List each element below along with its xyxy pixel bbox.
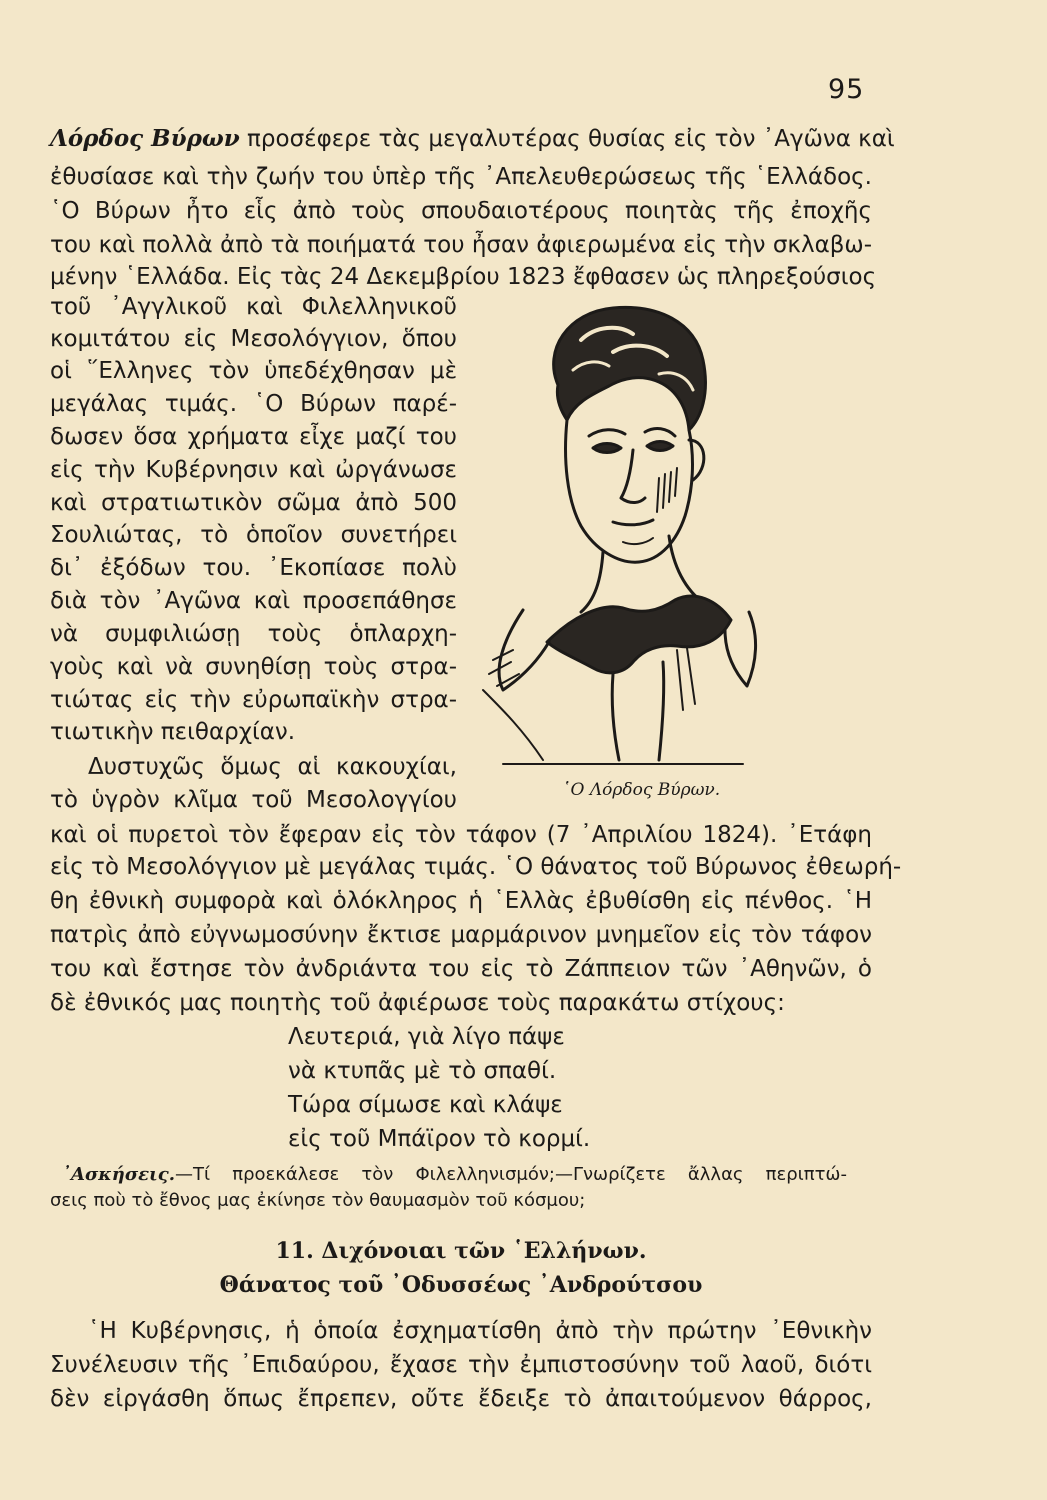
para2-col-line: οἱ ῞Ελληνες τὸν ὑπεδέχθησαν μὲ [50, 358, 457, 384]
section-subtitle: Θάνατος τοῦ ᾿Οδυσσέως ᾿Ανδρούτσου [219, 1272, 703, 1298]
para2-col-line: τιώτας εἰς τὴν εὐρωπαϊκὴν στρα- [50, 687, 457, 713]
para2-col-line: εἰς τὴν Κυβέρνησιν καὶ ὠργάνωσε [50, 457, 457, 483]
para2-col-line: διὰ τὸν ᾿Αγῶνα καὶ προσεπάθησε [50, 588, 457, 614]
para1-line-1: Λόρδος Βύρων προσέφερε τὰς μεγαλυτέρας θυσίας εἰς τὸν ᾿Αγῶνα καὶ [50, 125, 895, 152]
para3-col-line: τὸ ὑγρὸν κλῖμα τοῦ Μεσολογγίου [50, 787, 457, 813]
para2-line-1: ῾Ο Βύρων ἦτο εἷς ἀπὸ τοὺς σπουδαιοτέρους ποιητὰς τῆς ἐποχῆς [50, 198, 872, 224]
para3-line: του καὶ ἔστησε τὸν ἀνδριάντα του εἰς τὸ Ζάππειον τῶν ᾿Αθηνῶν, ὁ [50, 956, 872, 982]
exercise-label: ᾿Ασκήσεις. [62, 1164, 175, 1185]
name-emphasis: Λόρδος Βύρων [50, 125, 240, 152]
para2-col-line: τιωτικὴν πειθαρχίαν. [50, 719, 296, 745]
para3-line: εἰς τὸ Μεσολόγγιον μὲ μεγάλας τιμάς. ῾Ο θάνατος τοῦ Βύρωνος ἐθεωρή- [50, 854, 902, 880]
figure-caption: ῾Ο Λόρδος Βύρων. [562, 780, 721, 800]
para2-col-line: τοῦ ᾿Αγγλικοῦ καὶ Φιλελληνικοῦ [50, 294, 457, 320]
para3-line: θη ἐθνικὴ συμφορὰ καὶ ὁλόκληρος ἡ ῾Ελλὰς ἐβυθίσθη εἰς πένθος. ῾Η [50, 888, 872, 914]
exercise-line-2: σεις ποὺ τὸ ἔθνος μας ἐκίνησε τὸν θαυμασμὸν τοῦ κόσμου; [50, 1190, 586, 1211]
para3-col-line: Δυστυχῶς ὅμως αἱ κακουχίαι, [88, 754, 457, 780]
para1-line-2: ἐθυσίασε καὶ τὴν ζωήν του ὑπὲρ τῆς ᾿Απελευθερώσεως τῆς ῾Ελλάδος. [50, 164, 872, 190]
para2-col-line: κομιτάτου εἰς Μεσολόγγιον, ὅπου [50, 326, 457, 352]
para2-col-line: καὶ στρατιωτικὸν σῶμα ἀπὸ 500 [50, 490, 457, 516]
para3-line: δὲ ἐθνικός μας ποιητὴς τοῦ ἀφιέρωσε τοὺς παρακάτω στίχους: [50, 990, 785, 1016]
para4-line: ῾Η Κυβέρνησις, ἡ ὁποία ἐσχηματίσθη ἀπὸ τὴν πρώτην ᾿Εθνικὴν [88, 1318, 872, 1344]
para2-col-line: δωσεν ὅσα χρήματα εἶχε μαζί του [50, 424, 457, 450]
para2-col-line: δι᾿ ἐξόδων του. ᾿Εκοπίασε πολὺ [50, 555, 457, 581]
section-title: 11. Διχόνοιαι τῶν ῾Ελλήνων. [275, 1238, 647, 1264]
para3-line: καὶ οἱ πυρετοὶ τὸν ἔφεραν εἰς τὸν τάφον (7 ᾿Απριλίου 1824). ᾿Ετάφη [50, 822, 872, 848]
poem-line: Τώρα σίμωσε καὶ κλάψε [288, 1092, 563, 1118]
page-number: 95 [828, 74, 865, 105]
lord-byron-portrait [463, 290, 763, 770]
para4-line: δὲν εἰργάσθη ὅπως ἔπρεπεν, οὔτε ἔδειξε τὸ ἀπαιτούμενον θάρρος, [50, 1386, 872, 1412]
exercise-line-1: ᾿Ασκήσεις.—Τί προεκάλεσε τὸν Φιλελληνισμόν;—Γνωρίζετε ἄλλας περιπτώ- [62, 1164, 847, 1185]
para2-col-line: Σουλιώτας, τὸ ὁποῖον συνετήρει [50, 522, 457, 548]
para2-line-3: μένην ῾Ελλάδα. Εἰς τὰς 24 Δεκεμβρίου 1823 ἔφθασεν ὡς πληρεξούσιος [50, 264, 877, 290]
poem-line: εἰς τοῦ Μπάϊρον τὸ κορμί. [288, 1126, 591, 1152]
para2-line-2: του καὶ πολλὰ ἀπὸ τὰ ποιήματά του ἦσαν ἀφιερωμένα εἰς τὴν σκλαβω- [50, 232, 872, 258]
para2-col-line: γοὺς καὶ νὰ συνηθίσῃ τοὺς στρα- [50, 654, 457, 680]
para2-col-line: μεγάλας τιμάς. ῾Ο Βύρων παρέ- [50, 391, 457, 417]
poem-line: νὰ κτυπᾶς μὲ τὸ σπαθί. [288, 1058, 557, 1084]
para3-line: πατρὶς ἀπὸ εὐγνωμοσύνην ἔκτισε μαρμάρινον μνημεῖον εἰς τὸν τάφον [50, 922, 872, 948]
poem-line: Λευτεριά, γιὰ λίγο πάψε [288, 1024, 565, 1050]
para4-line: Συνέλευσιν τῆς ᾿Επιδαύρου, ἔχασε τὴν ἐμπιστοσύνην τοῦ λαοῦ, διότι [50, 1352, 872, 1378]
para2-col-line: νὰ συμφιλιώσῃ τοὺς ὁπλαρχη- [50, 621, 457, 647]
